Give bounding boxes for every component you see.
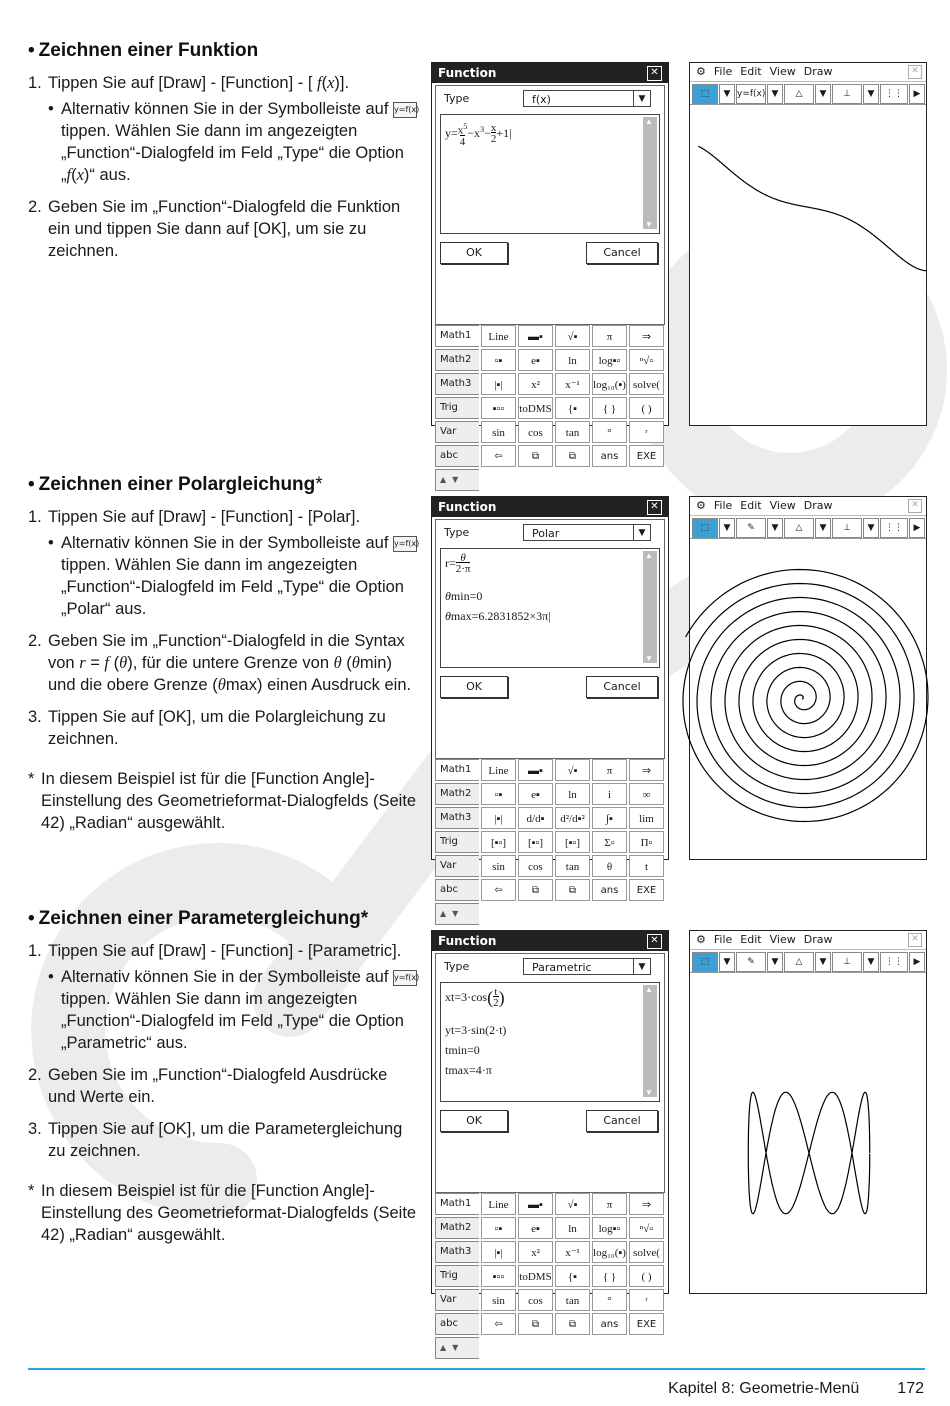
close-icon[interactable]: ✕ [647, 500, 662, 515]
keyboard-key[interactable]: e▪ [518, 349, 553, 371]
dialog-title: Function [438, 66, 497, 80]
step-1 [28, 72, 418, 186]
expression-line[interactable]: θmax=6.2831852×3π| [445, 609, 551, 623]
step-text: Tippen Sie auf [Draw] - [Function] - [Parametric]. [48, 942, 402, 960]
keyboard-key[interactable]: i [592, 783, 627, 805]
keyboard-key[interactable]: ▫▪ [481, 1217, 516, 1239]
keyboard-key[interactable]: cos [518, 421, 553, 443]
keyboard-key[interactable]: [▪▫] [555, 831, 590, 853]
keyboard-key[interactable]: tan [555, 421, 590, 443]
ok-button[interactable]: OK [440, 1110, 508, 1132]
graph-plot-area[interactable] [692, 973, 922, 1289]
keyboard-key[interactable]: π [592, 1193, 627, 1215]
keyboard-key[interactable]: tan [555, 1289, 590, 1311]
ok-button[interactable]: OK [440, 676, 508, 698]
type-label: Type [444, 526, 470, 539]
keyboard-key[interactable]: { } [592, 397, 627, 419]
step-2 [28, 1064, 418, 1108]
ok-button[interactable]: OK [440, 242, 508, 264]
keyboard-key[interactable]: log₁₀(▪) [592, 373, 627, 395]
step-text: Geben Sie im „Function“-Dialogfeld die Funktion ein und tippen Sie dann auf [OK], um sie zu zeichnen. [48, 198, 401, 260]
expression-line[interactable]: tmax=4·π [445, 1063, 492, 1077]
soft-keyboard [432, 1193, 668, 1352]
keyboard-scroll-arrows[interactable]: ▲▼ [435, 1337, 479, 1359]
function-tool-icon[interactable]: ✎ [736, 518, 766, 538]
keyboard-key[interactable]: ▬▪ [518, 759, 553, 781]
keyboard-tab-math1[interactable]: Math1 [435, 325, 479, 347]
graph-plot-area[interactable] [692, 105, 922, 421]
expression-line[interactable]: $y=x^5$ $4-x^3-x$ 2+1| [445, 122, 512, 148]
keyboard-key[interactable]: EXE [629, 1313, 664, 1335]
dialog-titlebar [432, 497, 668, 517]
type-select-value: f(x) [532, 93, 551, 106]
chevron-down-icon[interactable]: ▼ [719, 952, 735, 972]
keyboard-key[interactable]: e▪ [518, 783, 553, 805]
dialog-title: Function [438, 934, 497, 948]
keyboard-key[interactable]: ans [592, 445, 627, 467]
footer-chapter: Kapitel 8: Geometrie-Menü [668, 1380, 860, 1397]
footnote: * In diesem Beispiel ist für die [Function Angle]-Einstellung des Geometrieformat-Dialogfelds (Seite 42) „Radian“ ausgewählt. [28, 768, 418, 834]
expression-line[interactable]: yt=3·sin(2·t) [445, 1023, 507, 1037]
keyboard-key[interactable]: t [629, 855, 664, 877]
menu-file[interactable]: File [713, 65, 733, 78]
step-alternative: • Alternativ können Sie in der Symbolleiste auf y=f(x) tippen. Wählen Sie dann im angezeigten „Function“-Dialogfeld im Feld „Type“ die Option „Parametric“ aus. [48, 966, 418, 1054]
keyboard-key[interactable]: ans [592, 879, 627, 901]
step-number: 3. [28, 1120, 42, 1138]
keyboard-key[interactable]: solve( [629, 1241, 664, 1263]
type-select[interactable] [523, 958, 651, 975]
keyboard-tab-trig[interactable]: Trig [435, 397, 479, 419]
step-1 [28, 506, 418, 620]
scroll-right-icon[interactable]: ▶ [909, 952, 925, 972]
keyboard-keys [481, 1193, 665, 1335]
menu-edit[interactable]: Edit [740, 65, 762, 78]
chevron-down-icon[interactable]: ▼ [767, 518, 783, 538]
keyboard-key[interactable]: tan [555, 855, 590, 877]
keyboard-tab-var[interactable]: Var [435, 855, 479, 877]
footer-divider [28, 1368, 925, 1370]
keyboard-key[interactable]: Line [481, 325, 516, 347]
keyboard-key[interactable]: ∫▪ [592, 807, 627, 829]
toolbar [690, 82, 926, 105]
function-tool-icon[interactable]: ✎ [736, 952, 766, 972]
keyboard-key[interactable]: ⇦ [481, 879, 516, 901]
toolbar [690, 950, 926, 973]
keyboard-tab-math3[interactable]: Math3 [435, 373, 479, 395]
section-heading [28, 40, 258, 62]
cancel-button[interactable]: Cancel [586, 676, 658, 698]
chevron-down-icon[interactable]: ▼ [767, 952, 783, 972]
keyboard-key[interactable]: { } [592, 1265, 627, 1287]
cancel-button[interactable]: Cancel [586, 242, 658, 264]
grid-tool-icon[interactable]: ⋮⋮ [880, 952, 908, 972]
keyboard-key[interactable]: ⇦ [481, 445, 516, 467]
keyboard-key[interactable]: ∞ [629, 783, 664, 805]
step-alternative: • Alternativ können Sie in der Symbolleiste auf y=f(x) tippen. Wählen Sie dann im angezeigten „Function“-Dialogfeld im Feld „Type“ die Option „f(x)“ aus. [48, 98, 418, 186]
keyboard-key[interactable]: Π▫ [629, 831, 664, 853]
chevron-down-icon[interactable]: ▼ [815, 518, 831, 538]
type-select[interactable] [523, 90, 651, 107]
step-text: Tippen Sie auf [Draw] - [Function] - [ f(x)]. [48, 73, 350, 92]
menu-file[interactable]: File [713, 933, 733, 946]
close-icon[interactable]: ✕ [908, 499, 922, 513]
keyboard-tabs [435, 759, 479, 927]
keyboard-key[interactable]: Line [481, 759, 516, 781]
keyboard-key[interactable]: |▪| [481, 373, 516, 395]
keyboard-key[interactable]: |▪| [481, 807, 516, 829]
keyboard-tab-trig[interactable]: Trig [435, 1265, 479, 1287]
scrollbar[interactable] [643, 117, 657, 229]
section-heading [28, 474, 323, 496]
heading-star: * [315, 474, 323, 495]
graph-view [692, 539, 922, 855]
keyboard-key[interactable]: cos [518, 1289, 553, 1311]
keyboard-tab-math2[interactable]: Math2 [435, 349, 479, 371]
step-number: 3. [28, 708, 42, 726]
page-footer [668, 1380, 924, 1398]
keyboard-keys [481, 325, 665, 467]
perpendicular-tool-icon[interactable]: ⊥ [832, 952, 862, 972]
keyboard-key[interactable]: log▪▫ [592, 1217, 627, 1239]
instructions [28, 940, 418, 1246]
keyboard-key[interactable]: x² [518, 373, 553, 395]
chevron-down-icon[interactable]: ▼ [863, 518, 879, 538]
keyboard-key[interactable]: √▪ [555, 325, 590, 347]
step-3 [28, 1118, 418, 1162]
keyboard-tab-math2[interactable]: Math2 [435, 1217, 479, 1239]
keyboard-key[interactable]: ⧉ [555, 879, 590, 901]
keyboard-key[interactable]: ⧉ [518, 879, 553, 901]
keyboard-tab-math1[interactable]: Math1 [435, 1193, 479, 1215]
select-tool-icon[interactable]: ⬚ [692, 518, 718, 538]
keyboard-key[interactable]: ⇒ [629, 1193, 664, 1215]
gear-icon[interactable]: ⚙ [696, 499, 706, 512]
keyboard-key[interactable]: x⁻¹ [555, 1241, 590, 1263]
keyboard-key[interactable]: EXE [629, 445, 664, 467]
heading-text: Zeichnen einer Funktion [38, 40, 259, 61]
grid-tool-icon[interactable]: ⋮⋮ [880, 84, 908, 104]
close-icon[interactable]: ✕ [647, 934, 662, 949]
keyboard-key[interactable]: d/d▪ [518, 807, 553, 829]
step-text: Geben Sie im „Function“-Dialogfeld in die Syntax von r = f (θ), für die untere Grenze von θ (θmin) und die obere Grenze (θmax) einen Ausdruck ein. [48, 632, 412, 694]
keyboard-key[interactable]: ⁿ√▫ [629, 349, 664, 371]
keyboard-key[interactable]: lim [629, 807, 664, 829]
chevron-down-icon: ▼ [633, 959, 650, 974]
scroll-right-icon[interactable]: ▶ [909, 84, 925, 104]
scrollbar[interactable] [643, 985, 657, 1097]
keyboard-key[interactable]: log▪▫ [592, 349, 627, 371]
type-label: Type [444, 92, 470, 105]
keyboard-key[interactable]: ° [592, 1289, 627, 1311]
keyboard-key[interactable]: ln [555, 349, 590, 371]
toolbar [690, 516, 926, 539]
instructions [28, 72, 418, 272]
section-heading [28, 908, 368, 930]
dialog-titlebar [432, 63, 668, 83]
step-1 [28, 940, 418, 1054]
keyboard-key[interactable]: e▪ [518, 1217, 553, 1239]
keyboard-key[interactable]: ⁿ√▫ [629, 1217, 664, 1239]
keyboard-key[interactable]: ʳ [629, 421, 664, 443]
step-number: 1. [28, 508, 42, 526]
step-text: Geben Sie im „Function“-Dialogfeld Ausdrücke und Werte ein. [48, 1066, 388, 1106]
chevron-down-icon[interactable]: ▼ [767, 84, 783, 104]
keyboard-key[interactable]: ▬▪ [518, 1193, 553, 1215]
heading-text: Zeichnen einer Parametergleichung* [38, 908, 369, 929]
scrollbar[interactable] [643, 551, 657, 663]
step-text: Tippen Sie auf [Draw] - [Function] - [Polar]. [48, 508, 361, 526]
chevron-down-icon[interactable]: ▼ [863, 84, 879, 104]
geometry-graph-window [689, 930, 927, 1294]
keyboard-key[interactable]: solve( [629, 373, 664, 395]
keyboard-key[interactable]: Line [481, 1193, 516, 1215]
keyboard-key[interactable]: cos [518, 855, 553, 877]
menu-view[interactable]: View [769, 65, 796, 78]
keyboard-key[interactable]: π [592, 759, 627, 781]
keyboard-key[interactable]: sin [481, 855, 516, 877]
soft-keyboard [432, 325, 668, 484]
expression-line[interactable]: $r=\frac{\theta}{2\cdot\pi}$ [445, 552, 471, 575]
graph-plot-area[interactable] [692, 539, 922, 855]
function-dialog [435, 85, 665, 325]
triangle-tool-icon[interactable]: △ [784, 518, 814, 538]
keyboard-tab-abc[interactable]: abc [435, 879, 479, 901]
keyboard-key[interactable]: ° [592, 421, 627, 443]
footnote: * In diesem Beispiel ist für die [Function Angle]-Einstellung des Geometrieformat-Dialogfelds (Seite 42) „Radian“ ausgewählt. [28, 1180, 418, 1246]
type-select[interactable] [523, 524, 651, 541]
chevron-down-icon[interactable]: ▼ [719, 84, 735, 104]
chevron-down-icon[interactable]: ▼ [863, 952, 879, 972]
keyboard-tab-abc[interactable]: abc [435, 1313, 479, 1335]
dialog-title: Function [438, 500, 497, 514]
keyboard-key[interactable]: {▪ [555, 1265, 590, 1287]
keyboard-key[interactable]: ▫▪ [481, 349, 516, 371]
keyboard-key[interactable]: [▪▫] [481, 831, 516, 853]
keyboard-key[interactable]: ⧉ [555, 1313, 590, 1335]
menu-bar [690, 63, 926, 82]
menu-view[interactable]: View [769, 933, 796, 946]
expression-line[interactable]: tmin=0 [445, 1043, 480, 1057]
chevron-down-icon[interactable]: ▼ [815, 84, 831, 104]
graph-view [692, 973, 922, 1289]
type-label: Type [444, 960, 470, 973]
heading-text: Zeichnen einer Polargleichung [38, 474, 316, 495]
geometry-graph-window [689, 496, 927, 860]
chevron-down-icon[interactable]: ▼ [719, 518, 735, 538]
geometry-graph-window [689, 62, 927, 426]
keyboard-tab-math2[interactable]: Math2 [435, 783, 479, 805]
function-dialog-window [431, 62, 669, 484]
function-tool-icon[interactable]: y=f(x) [736, 84, 766, 104]
perpendicular-tool-icon[interactable]: ⊥ [832, 518, 862, 538]
keyboard-key[interactable]: sin [481, 421, 516, 443]
gear-icon[interactable]: ⚙ [696, 933, 706, 946]
keyboard-key[interactable]: ln [555, 783, 590, 805]
menu-draw[interactable]: Draw [803, 65, 833, 78]
keyboard-key[interactable]: {▪ [555, 397, 590, 419]
keyboard-key[interactable]: ▬▪ [518, 325, 553, 347]
keyboard-key[interactable]: [▪▫] [518, 831, 553, 853]
step-2 [28, 630, 418, 696]
perpendicular-tool-icon[interactable]: ⊥ [832, 84, 862, 104]
expression-input[interactable] [440, 982, 660, 1102]
keyboard-key[interactable]: π [592, 325, 627, 347]
keyboard-key[interactable]: ʳ [629, 1289, 664, 1311]
keyboard-tab-abc[interactable]: abc [435, 445, 479, 467]
instructions [28, 506, 418, 834]
keyboard-key[interactable]: √▪ [555, 759, 590, 781]
step-2 [28, 196, 418, 262]
close-icon[interactable]: ✕ [908, 933, 922, 947]
step-text: Tippen Sie auf [OK], um die Polargleichung zu zeichnen. [48, 708, 386, 748]
expression-line[interactable]: xt=3·cos(t 2) [445, 986, 505, 1009]
close-icon[interactable]: ✕ [908, 65, 922, 79]
keyboard-tab-trig[interactable]: Trig [435, 831, 479, 853]
keyboard-scroll-arrows[interactable]: ▲▼ [435, 903, 479, 925]
keyboard-key[interactable]: ▫▪ [481, 783, 516, 805]
keyboard-key[interactable]: ⇦ [481, 1313, 516, 1335]
step-alternative: • Alternativ können Sie in der Symbolleiste auf y=f(x) tippen. Wählen Sie dann im angezeigten „Function“-Dialogfeld im Feld „Type“ die Option „Polar“ aus. [48, 532, 418, 620]
chevron-down-icon: ▼ [633, 91, 650, 106]
keyboard-key[interactable]: ⇒ [629, 325, 664, 347]
keyboard-tabs [435, 325, 479, 493]
section-3 [0, 908, 950, 1352]
chevron-down-icon[interactable]: ▼ [815, 952, 831, 972]
page-number: 172 [897, 1380, 924, 1397]
gear-icon[interactable]: ⚙ [696, 65, 706, 78]
keyboard-key[interactable]: ⇒ [629, 759, 664, 781]
graph-curve [748, 1092, 870, 1213]
function-dialog-window [431, 496, 669, 918]
expression-input[interactable] [440, 548, 660, 668]
menu-file[interactable]: File [713, 499, 733, 512]
menu-draw[interactable]: Draw [803, 933, 833, 946]
keyboard-key[interactable]: ⧉ [518, 1313, 553, 1335]
keyboard-key[interactable]: toDMS [518, 397, 553, 419]
grid-tool-icon[interactable]: ⋮⋮ [880, 518, 908, 538]
keyboard-scroll-arrows[interactable]: ▲▼ [435, 469, 479, 491]
expression-line[interactable]: θmin=0 [445, 589, 483, 603]
keyboard-key[interactable]: ( ) [629, 1265, 664, 1287]
dialog-titlebar [432, 931, 668, 951]
type-select-value: Parametric [532, 961, 592, 974]
type-select-value: Polar [532, 527, 560, 540]
keyboard-key[interactable]: d²/d▪² [555, 807, 590, 829]
menu-bar [690, 497, 926, 516]
keyboard-keys [481, 759, 665, 901]
step-text: Tippen Sie auf [OK], um die Parametergleichung zu zeichnen. [48, 1120, 403, 1160]
chevron-down-icon: ▼ [633, 525, 650, 540]
keyboard-key[interactable]: θ [592, 855, 627, 877]
keyboard-key[interactable]: ans [592, 1313, 627, 1335]
keyboard-tab-math3[interactable]: Math3 [435, 1241, 479, 1263]
graph-curve [698, 146, 926, 271]
step-3 [28, 706, 418, 750]
menu-bar [690, 931, 926, 950]
keyboard-key[interactable]: ( ) [629, 397, 664, 419]
close-icon[interactable]: ✕ [647, 66, 662, 81]
menu-edit[interactable]: Edit [740, 499, 762, 512]
keyboard-key[interactable]: √▪ [555, 1193, 590, 1215]
keyboard-key[interactable]: ⧉ [555, 445, 590, 467]
keyboard-key[interactable]: EXE [629, 879, 664, 901]
keyboard-key[interactable]: sin [481, 1289, 516, 1311]
menu-draw[interactable]: Draw [803, 499, 833, 512]
select-tool-icon[interactable]: ⬚ [692, 84, 718, 104]
keyboard-tabs [435, 1193, 479, 1361]
keyboard-key[interactable]: x² [518, 1241, 553, 1263]
cancel-button[interactable]: Cancel [586, 1110, 658, 1132]
function-dialog [435, 953, 665, 1193]
graph-curve [683, 570, 928, 822]
menu-edit[interactable]: Edit [740, 933, 762, 946]
menu-view[interactable]: View [769, 499, 796, 512]
keyboard-key[interactable]: ▪▫▫ [481, 1265, 516, 1287]
graph-view [692, 105, 922, 421]
keyboard-key[interactable]: ⧉ [518, 445, 553, 467]
keyboard-tab-math1[interactable]: Math1 [435, 759, 479, 781]
triangle-tool-icon[interactable]: △ [784, 84, 814, 104]
scroll-right-icon[interactable]: ▶ [909, 518, 925, 538]
step-number: 1. [28, 942, 42, 960]
keyboard-key[interactable]: log₁₀(▪) [592, 1241, 627, 1263]
select-tool-icon[interactable]: ⬚ [692, 952, 718, 972]
keyboard-tab-math3[interactable]: Math3 [435, 807, 479, 829]
soft-keyboard [432, 759, 668, 918]
keyboard-key[interactable]: ln [555, 1217, 590, 1239]
keyboard-key[interactable]: toDMS [518, 1265, 553, 1287]
keyboard-key[interactable]: Σ▫ [592, 831, 627, 853]
keyboard-key[interactable]: |▪| [481, 1241, 516, 1263]
keyboard-tab-var[interactable]: Var [435, 1289, 479, 1311]
function-dialog [435, 519, 665, 759]
keyboard-key[interactable]: x⁻¹ [555, 373, 590, 395]
step-number: 2. [28, 198, 42, 216]
keyboard-key[interactable]: ▪▫▫ [481, 397, 516, 419]
step-number: 2. [28, 1066, 42, 1084]
expression-input[interactable] [440, 114, 660, 234]
keyboard-tab-var[interactable]: Var [435, 421, 479, 443]
function-dialog-window [431, 930, 669, 1352]
section-2 [0, 474, 950, 918]
step-number: 1. [28, 74, 42, 92]
triangle-tool-icon[interactable]: △ [784, 952, 814, 972]
step-number: 2. [28, 632, 42, 650]
section-1 [0, 40, 950, 484]
